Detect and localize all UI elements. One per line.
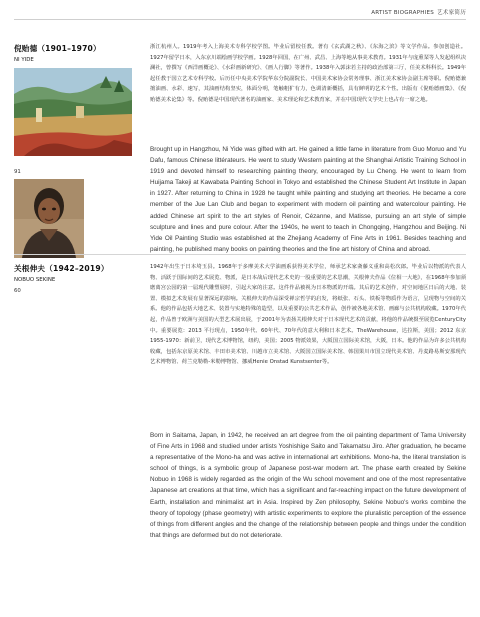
- page-number: 91: [14, 169, 21, 175]
- header-section-zh: 艺术家简历: [437, 10, 466, 16]
- artist-bio-zh: 1942年出生于日本埼玉县。1968年于多摩美术大学油画系获得美术学位，师承艺术家斋藤义重和高松次郎。毕业后以物派的代表人物、活跃于国际间的艺术展览、物派，是日本战后现代艺术史的一股重要的艺术思潮，关根伸夫作品《位相一大地》，在1968年参加须磨离宫公园的第一届现代雕塑展时，引起大家的注意。这件作品被视为日本物派的开端。其后的艺术创作，对空间地区日后的大地、装置、模拟艺术发展有显著深远的影响。关根伸夫的作品深受禅宗哲学的启发，将纸张、石头、铁板等物质作为语言，呈现物与空间的关系。他的作品包括大地艺术、装置与实地特殊的造型，以及重要的公共艺术作品，创作被各地美术馆、画廊与公共机构收藏。1970年代起，作品曾于欧洲与美国的大型艺术展出展，于2001年为表扬关根伸夫对于日本现代艺术的贡献，将他的作品统摄至展览CenturyCity中。重要展览：2013 平行现点，1950年代、60年代、70年代的意大利和日本艺术。TheWarehouse，达拉斯，美国；2012 东京1955-1970：新前卫，现代艺术博物馆，纽约，美国；2005 物派效果，大阪国立国际美术馆，大阪，日本。他的作品为许多公共机构收藏，包括东京原美术馆、丰田市美术馆、川越市立美术馆、大阪国立国际美术馆、韩国果川市国立现代美术馆、丹麦路易斯安那现代艺术博物馆、荷兰克勒勒-米勒博物馆、挪威Henie Onstad Kunstsenter等。: [150, 264, 466, 366]
- artist-bio-zh: 浙江杭州人。1919年考入上海美术专科学校学图。毕业后留校任教。著有《玄武湖之秋》、《东海之滨》等文学作品。参加创造社。1927年留学日本，入东京川端绘画学校学画。1928年回国，在广州、武昌、上海等地从事美术教育。1931年与庞熏琹等人发起组织决澜社，曾撰写《西洋画概论》、《水彩画新研究》、《画人行脚》等著作。1938年入郭沫若主持的政治部第三厅，任美术科科长。1949年起任教于国立艺术专科学校。后历任中央美术学院华东分院副院长、中国美术家协会常务理事、浙江美术家协会副主席等职。倪贻德兼擅油画、水彩、速写，其油画结构坚实，体面分明，笔触粗犷有力，色调清新概括，具有鲜明的艺术个性。出版有《倪贻德画集》、《倪贻德美术论集》等。倪贻德是中国现代著名的油画家、美术理论和艺术教育家，并在中国现代文学史上也占有一席之地。: [150, 44, 466, 103]
- landscape-painting: [14, 68, 132, 156]
- artist-bio-en: Brought up in Hangzhou, Ni Yide was gifted with art. He gained a little fame in literature from Guo Moruo and Yu Dafu, famous Chinese littérateurs. He went to study Western painting at the Shanghai Artistic Training School in 1919 and devoted himself to researching painting theory, encouraged by Lu Cheng. He went to learn from Huijama Takeji at Kawabata Painting School in Tokyo and established the Chinese Student Art Institute in Japan in 1927. After returning to China in 1928 he taught while painting and studying art theories. He became a core member of the Jue Lan Club and began to experiment with modern oil painting and watercolour painting. He added Chinese art spirit to the art styles of Renoir, Cézanne, and Matisse, pursuing an art style of simple sculpture and lines and pure colour. After the 1940s, he went to teach in Chongqing, Hangzhou and Beijing. Ni Yide Oil Painting Studio was established at the Zhejiang Academy of Fine Arts in 1961. Besides teaching and painting, he published many books on painting theories and the fine art history of China and abroad.: [150, 146, 466, 253]
- artist-name-zh: 倪贻德（1901–1970）: [14, 44, 101, 53]
- artist-name-zh: 关根伸夫（1942–2019）: [14, 264, 109, 273]
- artist-name-latin: NI YIDE: [14, 57, 34, 63]
- section-divider: [14, 254, 466, 255]
- artist-name-latin: NOBUO SEKINE: [14, 277, 56, 283]
- header-section-en: ARTIST BIOGRAPHIES: [371, 10, 435, 16]
- portrait-painting: [14, 179, 84, 258]
- artist-bio-en: Born in Saitama, Japan, in 1942, he received an art degree from the oil painting department of Tama University of Fine Arts in 1968 and studied under artists Yoshishige Saito and Takamatsu Jiro. After graduation, he became a representative of the Mono-ha and was active in international art exhibitions. Mono-ha, the literal translation is school of things, is a symbolic group of Japanese post-war modern art. The phase earth created by Sekine Nobuo in 1968 is widely regarded as the origin of the Wu school movement and one of the most representative Japanese art creations at that time, which has a significant and far-reaching impact on the future development of Earth, installation and minimalist art in Asia. Inspired by Zen philosophy, Sekine Nobuo's works combine the theory of topology (phase geometry) with artistic experiments to explore the pluralistic perception of the essence of things from different angles and the change of the relationship between people and things under the condition that things are deformed but do not deteriorate.: [150, 432, 466, 539]
- header-rule: [14, 19, 466, 20]
- page-number: 60: [14, 288, 21, 294]
- page-header: [371, 8, 466, 16]
